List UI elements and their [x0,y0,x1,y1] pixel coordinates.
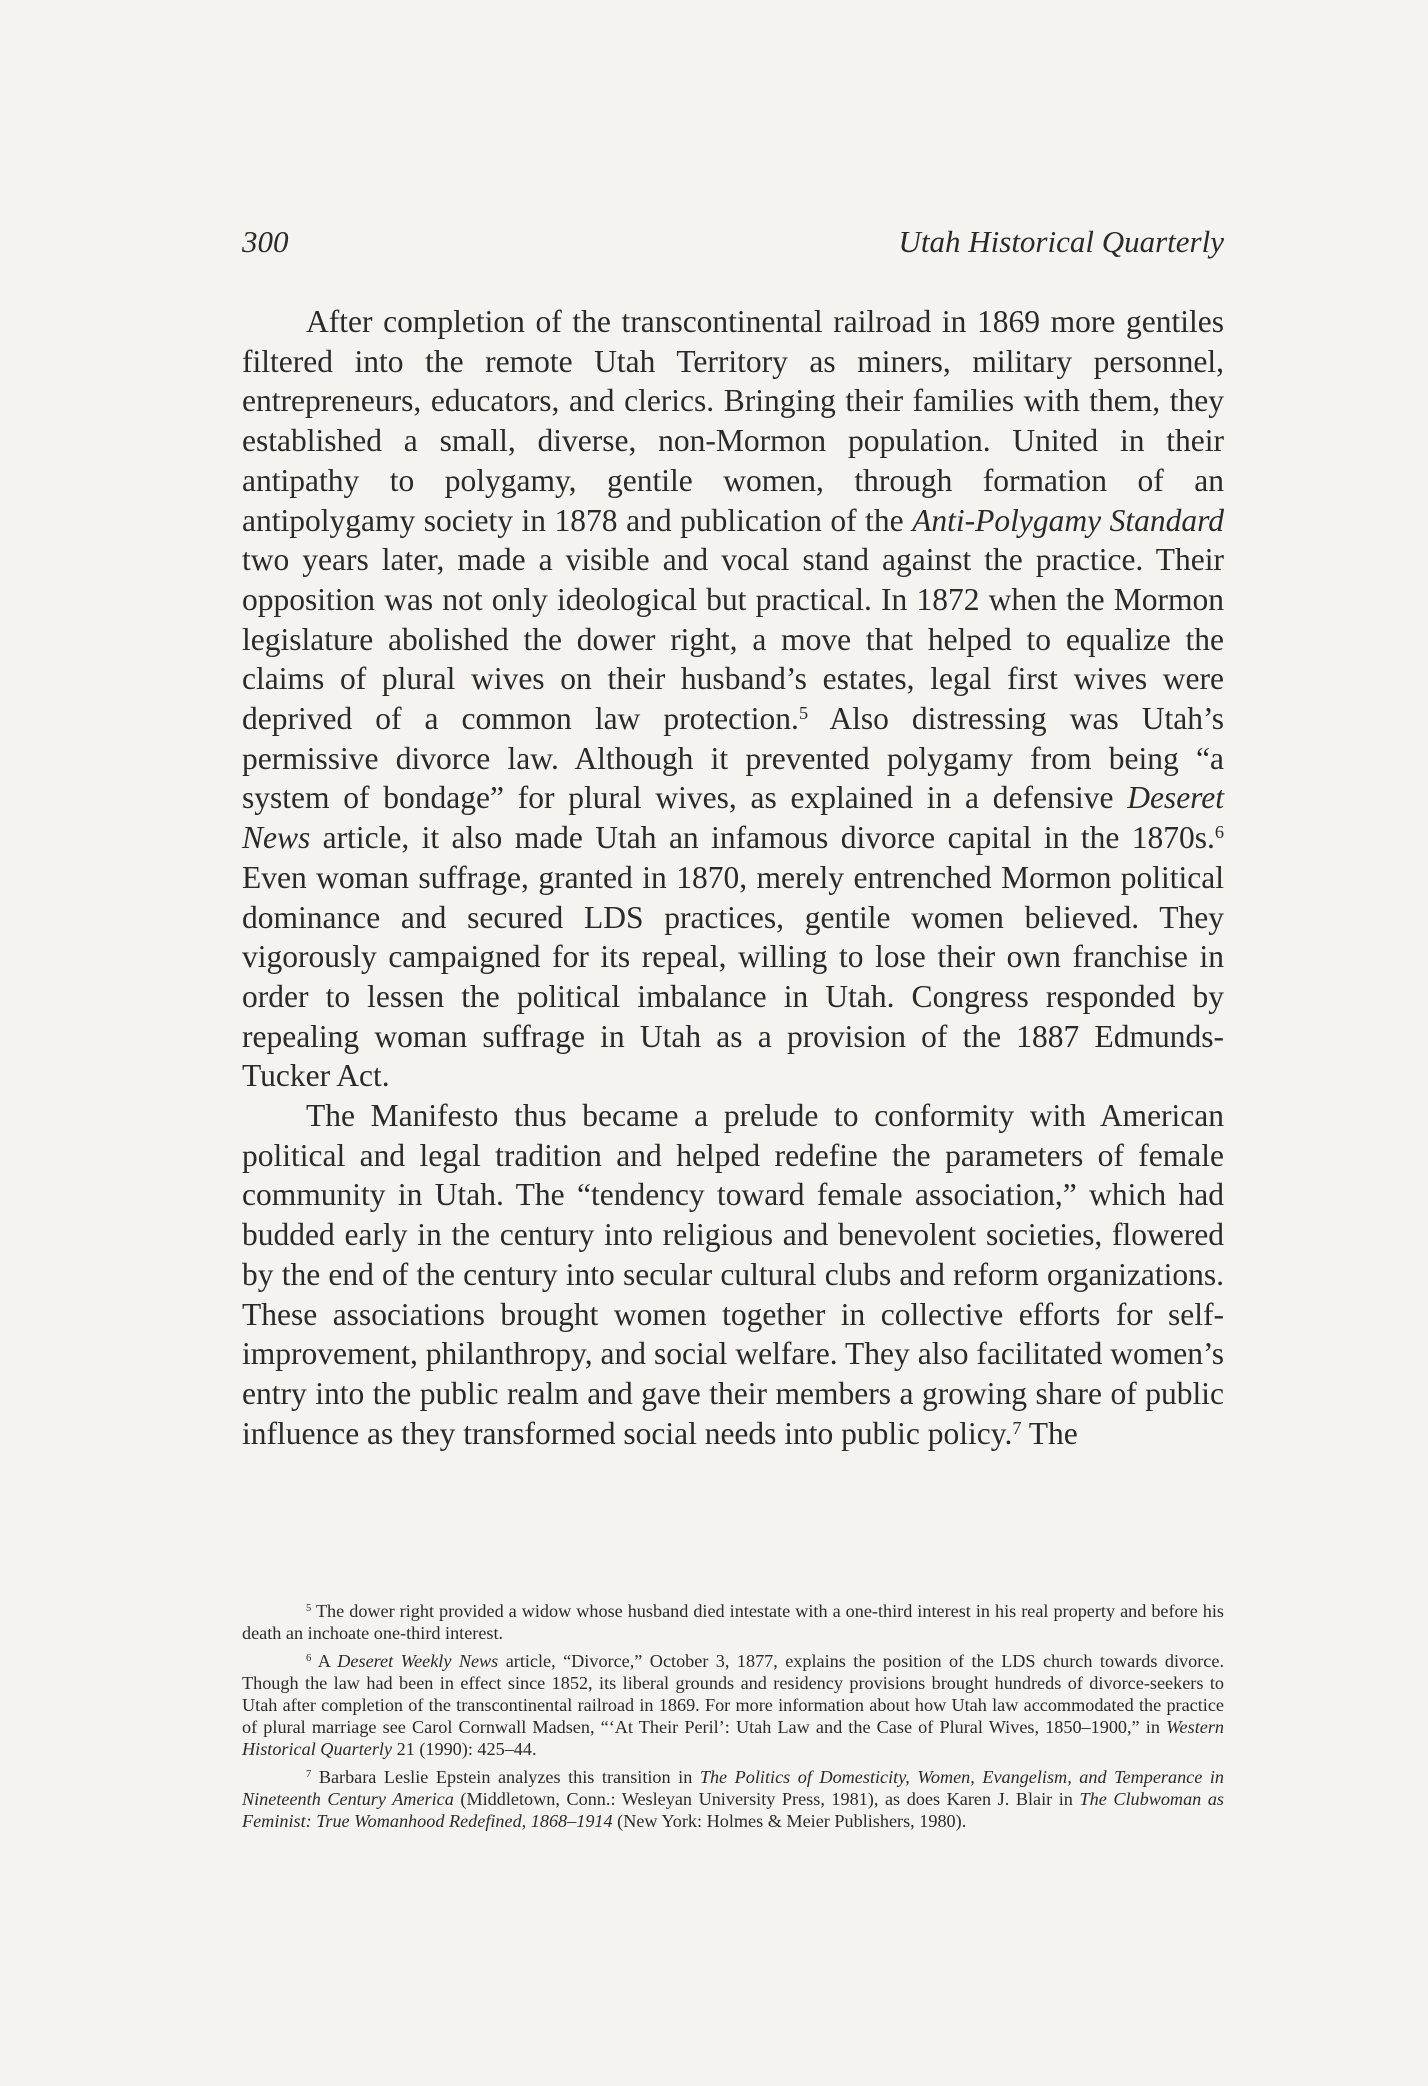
footnotes [242,1600,1224,1838]
text-run: Even woman suffrage, granted in 1870, merely entrenched Mormon political dominance and secured LDS practices, gentile women believed. They vigorously campaigned for its repeal, willing to lose their own franchise in order to lessen the political imbalance in Utah. Congress responded by repealing woman suffrage in Utah as a provision of the 1887 Edmunds-Tucker Act. [242,859,1224,1094]
page-number: 300 [242,224,289,259]
text-run: article, “Divorce,” October 3, 1877, explains the position of the LDS church towards divorce. Though the law had been in effect since 1852, its liberal grounds and residency provisions brought hundreds of divorce-seekers to Utah after completion of the transcontinental railroad in 1869. For more information about how Utah law accommodated the practice of plural marriage see Carol Cornwall Madsen, “‘At Their Peril’: Utah Law and the Case of Plural Wives, 1850–1900,” in [242,1651,1224,1737]
italic-title: The Clubwoman as Feminist: True Womanhood Redefined, 1868–1914 [242,1789,1225,1831]
text-run: After completion of the transcontinental railroad in 1869 more gentiles filtered into the remote Utah Territory as miners, military personnel, entrepreneurs, educators, and clerics. Bringing their families with them, they established a small, diverse, non-Mormon population. United in their antipathy to polygamy, gentile women, through formation of an antipolygamy society in 1878 and publication of the [242,304,1224,538]
paragraph [242,1096,1224,1453]
journal-title: Utah Historical Quarterly [898,224,1224,259]
paragraph [242,302,1224,1096]
text-run: A [311,1651,338,1671]
text-run: The Manifesto thus became a prelude to conformity with American political and legal tradition and helped redefine the parameters of female community in Utah. The “tendency toward female association,” which had budded early in the century into religious and benevolent societies, flowered by the end of the century into secular cultural clubs and reform organizations. These associations brought women together in collective efforts for self-improvement, philanthropy, and social welfare. They also facilitated women’s entry into the public realm and gave their members a growing share of public influence as they transformed social needs into public policy. [242,1098,1224,1451]
italic-title: The Politics of Domesticity, Women, Evangelism, and Temperance in Nineteenth Century America [242,1767,1225,1809]
text-run: article, it also made Utah an infamous divorce capital in the 1870s. [310,820,1215,856]
footnote-number: 5 [306,1603,312,1615]
running-head [242,222,1224,262]
italic-title: Deseret Weekly News [337,1651,499,1671]
text-run: Barbara Leslie Epstein analyzes this transition in [311,1767,700,1787]
italic-title: Anti-Polygamy Standard [912,502,1225,538]
footnote [242,1600,1224,1644]
text-run: 21 (1990): 425–44. [392,1739,537,1759]
italic-title: Deseret News [242,780,1224,856]
text-run: (Middletown, Conn.: Wesleyan University Press, 1981), as does Karen J. Blair in [453,1789,1080,1809]
footnote-ref[interactable]: 7 [1012,1417,1022,1438]
body-text [242,302,1224,1453]
footnote-ref[interactable]: 5 [798,702,809,723]
italic-title: Western Historical Quarterly [242,1717,1224,1759]
text-run: The dower right provided a widow whose husband died intestate with a one-third interest in his real property and before his death an inchoate one-third interest. [242,1601,1224,1643]
footnote-number: 7 [306,1769,312,1781]
text-run: The [1021,1415,1078,1451]
text-run: (New York: Holmes & Meier Publishers, 1980). [612,1811,967,1831]
footnote-number: 6 [306,1653,312,1665]
footnote [242,1766,1224,1832]
text-run: Also distressing was Utah’s permissive divorce law. Although it prevented polygamy from being “a system of bondage” for plural wives, as explained in a defensive [242,701,1224,816]
text-run: two years later, made a visible and vocal stand against the practice. Their opposition was not only ideological but practical. In 1872 when the Mormon legislature abolished the dower right, a move that helped to equalize the claims of plural wives on their husband’s estates, legal first wives were deprived of a common law protection. [242,542,1224,737]
footnote-ref[interactable]: 6 [1214,822,1224,843]
footnote [242,1650,1224,1760]
